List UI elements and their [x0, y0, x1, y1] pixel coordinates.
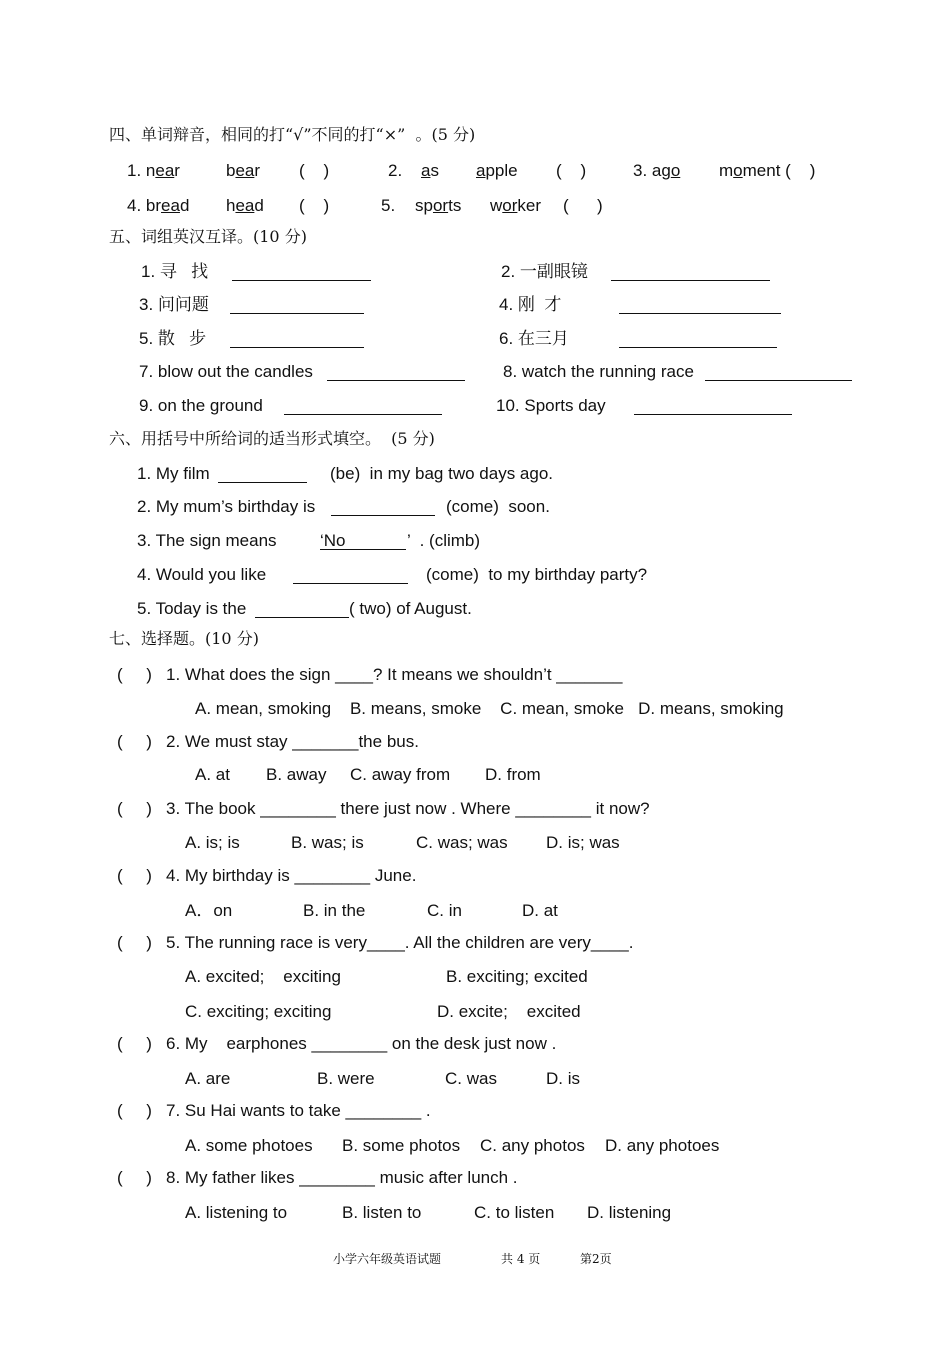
phrase-3: 3. 问问题 [139, 295, 209, 314]
option-7-4-c[interactable]: C. in [427, 901, 462, 920]
footer-total-pages: 共 4 页 [501, 1252, 541, 1266]
fill-q3-end: ’ . (climb) [407, 531, 481, 550]
option-7-2-c[interactable]: C. away from [350, 765, 451, 784]
option-7-5-d[interactable]: D. excite; excited [437, 1002, 581, 1021]
option-7-8-b[interactable]: B. listen to [342, 1203, 422, 1222]
word-sports: sports [415, 196, 462, 215]
option-7-8-c[interactable]: C. to listen [474, 1203, 555, 1222]
phrase-9: 9. on the ground [139, 396, 263, 415]
answer-paren-7-3[interactable]: ( ) [117, 799, 152, 818]
blank-5-8[interactable] [705, 363, 852, 381]
phrase-10: 10. Sports day [496, 396, 606, 415]
fill-q2-end: (come) soon. [446, 497, 550, 516]
fill-q3-quote: ‘No [320, 531, 346, 550]
question-7-8: 8. My father likes ________ music after lunch . [166, 1168, 518, 1187]
fill-q4-start: 4. Would you like [137, 565, 267, 584]
phrase-2: 2. 一副眼镜 [501, 262, 588, 281]
fill-q5-start: 5. Today is the [137, 599, 247, 618]
phrase-8: 8. watch the running race [503, 362, 694, 381]
option-7-6-b[interactable]: B. were [317, 1069, 375, 1088]
fill-q5-end: ( two) of August. [349, 599, 472, 618]
blank-5-10[interactable] [634, 397, 792, 415]
blank-6-3[interactable] [320, 532, 406, 550]
phrase-5: 5. 散 步 [139, 329, 207, 348]
answer-paren-7-2[interactable]: ( ) [117, 732, 152, 751]
blank-5-5[interactable] [230, 330, 364, 348]
option-7-2-b[interactable]: B. away [266, 765, 327, 784]
question-7-6: 6. My earphones ________ on the desk just now . [166, 1034, 557, 1053]
question-7-5: 5. The running race is very____. All the children are very____. [166, 933, 634, 952]
option-7-7-a[interactable]: A. some photoes [185, 1136, 313, 1155]
word-moment: moment ( ) [719, 161, 816, 180]
blank-5-6[interactable] [619, 330, 777, 348]
answer-paren-4[interactable]: ( ) [299, 196, 330, 215]
option-7-3-d[interactable]: D. is; was [546, 833, 620, 852]
answer-paren-7-7[interactable]: ( ) [117, 1101, 152, 1120]
question-7-7: 7. Su Hai wants to take ________ . [166, 1101, 431, 1120]
section5-title: 五、词组英汉互译。(10 分) [109, 227, 307, 246]
word-as: as [421, 161, 439, 180]
fill-q2-start: 2. My mum’s birthday is [137, 497, 316, 516]
blank-6-5[interactable] [255, 600, 349, 618]
options-7-1: A. mean, smoking B. means, smoke C. mean, smoke D. means, smoking [195, 699, 784, 718]
answer-paren-7-1[interactable]: ( ) [117, 665, 152, 684]
word-near: 1. near [127, 161, 180, 180]
option-7-3-c[interactable]: C. was; was [416, 833, 508, 852]
question-7-1: 1. What does the sign ____? It means we shouldn’t _______ [166, 665, 623, 684]
option-7-6-d[interactable]: D. is [546, 1069, 580, 1088]
answer-paren-7-8[interactable]: ( ) [117, 1168, 152, 1187]
phrase-7: 7. blow out the candles [139, 362, 313, 381]
phrase-1: 1. 寻 找 [141, 262, 209, 281]
blank-5-4[interactable] [619, 296, 781, 314]
section4-title: 四、单词辩音，相同的打“√”不同的打“×” 。(5 分) [109, 125, 476, 144]
word-head: head [226, 196, 264, 215]
option-7-7-c[interactable]: C. any photos [480, 1136, 585, 1155]
number-2: 2. [388, 161, 403, 180]
question-7-3: 3. The book ________ there just now . Where ________ it now? [166, 799, 650, 818]
phrase-6: 6. 在三月 [499, 329, 569, 348]
answer-paren-2[interactable]: ( ) [556, 161, 587, 180]
phrase-4: 4. 刚 才 [499, 295, 562, 314]
option-7-5-a[interactable]: A. excited; exciting [185, 967, 341, 986]
option-7-5-b[interactable]: B. exciting; excited [446, 967, 588, 986]
footer-page-number: 第2页 [580, 1252, 612, 1266]
option-7-7-b[interactable]: B. some photos [342, 1136, 461, 1155]
section6-title: 六、用括号中所给词的适当形式填空。 (5 分) [109, 429, 435, 448]
answer-paren-7-4[interactable]: ( ) [117, 866, 152, 885]
number-5: 5. [381, 196, 396, 215]
answer-paren-7-6[interactable]: ( ) [117, 1034, 152, 1053]
blank-5-3[interactable] [230, 296, 364, 314]
blank-6-4[interactable] [293, 566, 408, 584]
blank-5-1[interactable] [232, 263, 371, 281]
option-7-6-a[interactable]: A. are [185, 1069, 231, 1088]
question-7-2: 2. We must stay _______the bus. [166, 732, 419, 751]
option-7-2-a[interactable]: A. at [195, 765, 230, 784]
option-7-5-c[interactable]: C. exciting; exciting [185, 1002, 332, 1021]
answer-paren-1[interactable]: ( ) [299, 161, 330, 180]
word-apple: apple [476, 161, 518, 180]
blank-5-9[interactable] [284, 397, 442, 415]
blank-5-7[interactable] [327, 363, 465, 381]
fill-q3-start: 3. The sign means [137, 531, 277, 550]
word-bear: bear [226, 161, 261, 180]
option-7-3-b[interactable]: B. was; is [291, 833, 364, 852]
word-worker: worker [490, 196, 542, 215]
section7-title: 七、选择题。(10 分) [109, 629, 259, 648]
option-7-8-d[interactable]: D. listening [587, 1203, 672, 1222]
blank-6-2[interactable] [331, 498, 435, 516]
question-7-4: 4. My birthday is ________ June. [166, 866, 417, 885]
option-7-8-a[interactable]: A. listening to [185, 1203, 288, 1222]
word-bread: 4. bread [127, 196, 190, 215]
option-7-7-d[interactable]: D. any photoes [605, 1136, 720, 1155]
footer-school: 小学六年级英语试题 [333, 1252, 442, 1266]
blank-6-1[interactable] [218, 465, 307, 483]
fill-q4-end: (come) to my birthday party? [426, 565, 648, 584]
option-7-6-c[interactable]: C. was [445, 1069, 497, 1088]
option-7-3-a[interactable]: A. is; is [185, 833, 240, 852]
blank-5-2[interactable] [611, 263, 770, 281]
fill-q1-start: 1. My film [137, 464, 210, 483]
fill-q1-end: (be) in my bag two days ago. [330, 464, 554, 483]
option-7-4-a[interactable]: A．on [185, 901, 233, 920]
word-ago: 3. ago [633, 161, 681, 180]
answer-paren-5[interactable]: ( ) [563, 196, 603, 215]
option-7-2-d[interactable]: D. from [485, 765, 541, 784]
answer-paren-7-5[interactable]: ( ) [117, 933, 152, 952]
option-7-4-d[interactable]: D. at [522, 901, 558, 920]
option-7-4-b[interactable]: B. in the [303, 901, 366, 920]
